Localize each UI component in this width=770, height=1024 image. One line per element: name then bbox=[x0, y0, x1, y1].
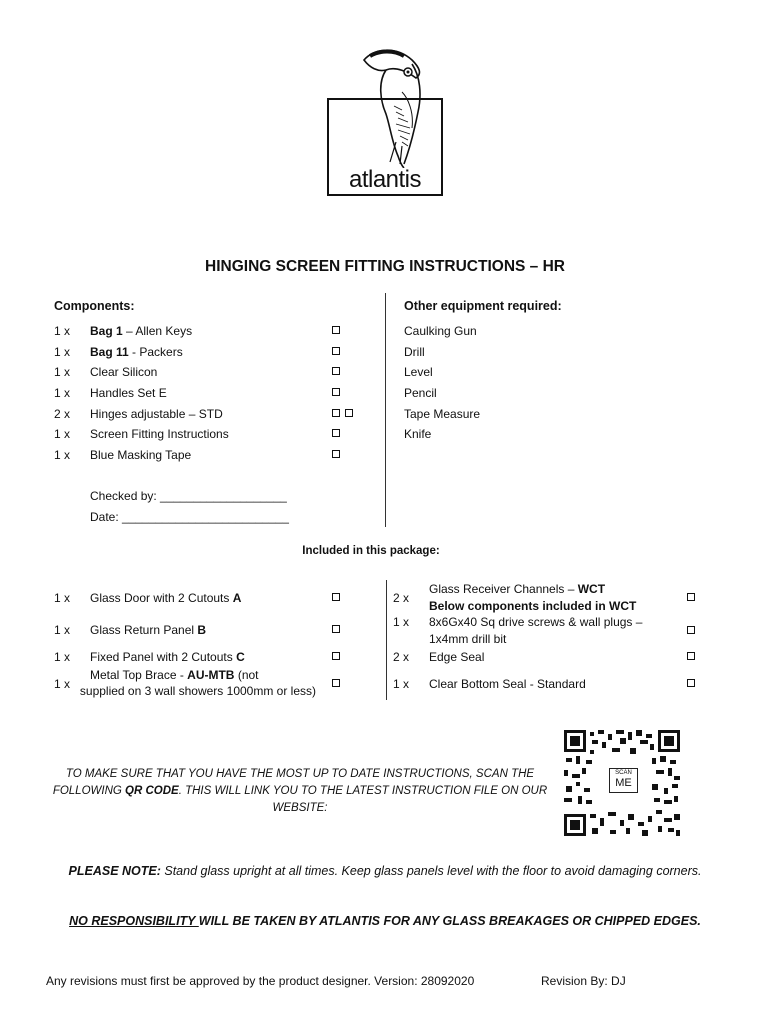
equipment-item: Caulking Gun bbox=[404, 324, 477, 338]
equipment-item: Tape Measure bbox=[404, 407, 481, 421]
package-item-text: Glass Return Panel bbox=[90, 623, 198, 637]
component-item bbox=[90, 386, 167, 400]
component-qty: 2 x bbox=[54, 407, 71, 421]
package-item bbox=[429, 582, 605, 596]
package-heading: Included in this package: bbox=[302, 545, 440, 557]
qr-code-label: QR CODE bbox=[125, 785, 179, 797]
component-text: Blue Masking Tape bbox=[90, 448, 192, 462]
checkbox[interactable] bbox=[332, 679, 340, 687]
checkbox[interactable] bbox=[332, 347, 340, 355]
responsibility-text: WILL BE TAKEN BY ATLANTIS FOR ANY GLASS BREAKAGES OR CHIPPED EDGES. bbox=[198, 914, 701, 928]
checkbox[interactable] bbox=[332, 409, 340, 417]
package-item: Clear Bottom Seal - Standard bbox=[429, 677, 586, 691]
package-qty: 1 x bbox=[54, 650, 71, 664]
package-qty: 1 x bbox=[393, 615, 410, 629]
qr-text-c: . THIS WILL LINK YOU TO THE LATEST INSTRUCTION FILE ON OUR WEBSITE: bbox=[178, 785, 548, 814]
component-text: Clear Silicon bbox=[90, 365, 158, 379]
part-code: AU-MTB bbox=[187, 668, 235, 682]
checkbox[interactable] bbox=[332, 652, 340, 660]
package-item-text: Metal Top Brace - bbox=[90, 668, 188, 682]
clipped-cell bbox=[70, 684, 320, 700]
package-item-text: Glass Door with 2 Cutouts bbox=[90, 591, 233, 605]
component-item bbox=[90, 448, 191, 462]
package-item bbox=[90, 591, 241, 605]
panel-letter: B bbox=[197, 623, 207, 637]
checkbox[interactable] bbox=[687, 652, 695, 660]
page-title: HINGING SCREEN FITTING INSTRUCTIONS – HR bbox=[205, 258, 565, 275]
component-text: – Allen Keys bbox=[122, 324, 193, 338]
please-note-label: PLEASE NOTE: bbox=[68, 864, 161, 878]
component-item bbox=[90, 427, 229, 441]
package-item-text: Glass Receiver Channels – bbox=[429, 582, 578, 596]
package-item-line2: supplied on 3 wall showers 1000mm or less) bbox=[79, 684, 316, 698]
me-label: ME bbox=[615, 777, 632, 789]
package-item: 8x6Gx40 Sq drive screws & wall plugs – bbox=[429, 615, 643, 629]
package-item-line2: 1x4mm drill bit bbox=[429, 632, 507, 646]
wct-subheading: Below components included in WCT bbox=[429, 599, 637, 613]
responsibility-underlined: NO RESPONSIBILITY bbox=[69, 914, 199, 928]
date-field[interactable]: Date: _________________________ bbox=[90, 510, 289, 524]
checked-by-field[interactable]: Checked by: ___________________ bbox=[90, 489, 287, 503]
components-heading: Components: bbox=[54, 299, 135, 313]
component-bold: Bag 11 bbox=[90, 345, 129, 359]
part-code: WCT bbox=[577, 582, 606, 596]
footer-revision: Any revisions must first be approved by the product designer. Version: 28092020 bbox=[46, 974, 475, 988]
component-bold: Bag 1 bbox=[90, 324, 123, 338]
please-note bbox=[40, 861, 730, 881]
package-item-text: (not bbox=[234, 668, 259, 682]
footer-revision-by: Revision By: DJ bbox=[541, 974, 626, 988]
component-qty: 1 x bbox=[54, 365, 71, 379]
equipment-heading: Other equipment required: bbox=[404, 299, 562, 313]
checkbox[interactable] bbox=[332, 388, 340, 396]
checkbox[interactable] bbox=[687, 626, 695, 634]
checkbox[interactable] bbox=[332, 625, 340, 633]
equipment-item: Level bbox=[404, 365, 433, 379]
component-text: Screen Fitting Instructions bbox=[90, 427, 229, 441]
column-divider bbox=[385, 293, 386, 527]
scan-label: SCAN bbox=[615, 770, 632, 776]
checkbox[interactable] bbox=[332, 367, 340, 375]
checkbox[interactable] bbox=[332, 326, 340, 334]
component-item bbox=[90, 365, 157, 379]
equipment-item: Drill bbox=[404, 345, 425, 359]
qr-text-a: TO MAKE SURE THAT YOU HAVE THE MOST UP TO DATE INSTRUCTIONS, SCAN THE FOLLOWING bbox=[52, 768, 535, 797]
component-item bbox=[90, 407, 223, 421]
component-item bbox=[90, 345, 183, 359]
component-text: Handles Set E bbox=[90, 386, 167, 400]
checkbox[interactable] bbox=[332, 593, 340, 601]
panel-letter: A bbox=[232, 591, 242, 605]
checkbox[interactable] bbox=[345, 409, 353, 417]
checkbox[interactable] bbox=[687, 679, 695, 687]
component-qty: 1 x bbox=[54, 345, 71, 359]
qr-instructions bbox=[40, 766, 560, 817]
package-item-text: Fixed Panel with 2 Cutouts bbox=[90, 650, 237, 664]
package-qty: 1 x bbox=[54, 677, 71, 691]
component-qty: 1 x bbox=[54, 448, 71, 462]
toucan-logo-icon bbox=[356, 42, 436, 168]
panel-letter: C bbox=[236, 650, 245, 664]
package-qty: 1 x bbox=[393, 677, 410, 691]
component-text: - Packers bbox=[128, 345, 183, 359]
scan-me-badge bbox=[609, 768, 638, 793]
responsibility-notice bbox=[0, 914, 770, 928]
package-qty: 1 x bbox=[54, 623, 71, 637]
please-note-text: Stand glass upright at all times. Keep glass panels level with the floor to avoid damaging corners. bbox=[160, 864, 702, 878]
package-item bbox=[90, 668, 259, 682]
component-item bbox=[90, 324, 192, 338]
logo-brand-text: atlantis bbox=[348, 166, 422, 193]
package-item bbox=[90, 650, 245, 664]
component-qty: 1 x bbox=[54, 427, 71, 441]
package-item: Edge Seal bbox=[429, 650, 485, 664]
package-qty: 2 x bbox=[393, 650, 410, 664]
package-item bbox=[90, 623, 206, 637]
package-qty: 1 x bbox=[54, 591, 71, 605]
equipment-item: Pencil bbox=[404, 386, 437, 400]
checkbox[interactable] bbox=[332, 450, 340, 458]
component-qty: 1 x bbox=[54, 386, 71, 400]
component-qty: 1 x bbox=[54, 324, 71, 338]
checkbox[interactable] bbox=[332, 429, 340, 437]
component-text: Hinges adjustable – STD bbox=[90, 407, 223, 421]
package-divider bbox=[386, 580, 387, 700]
package-qty: 2 x bbox=[393, 591, 410, 605]
equipment-item: Knife bbox=[404, 427, 432, 441]
checkbox[interactable] bbox=[687, 593, 695, 601]
